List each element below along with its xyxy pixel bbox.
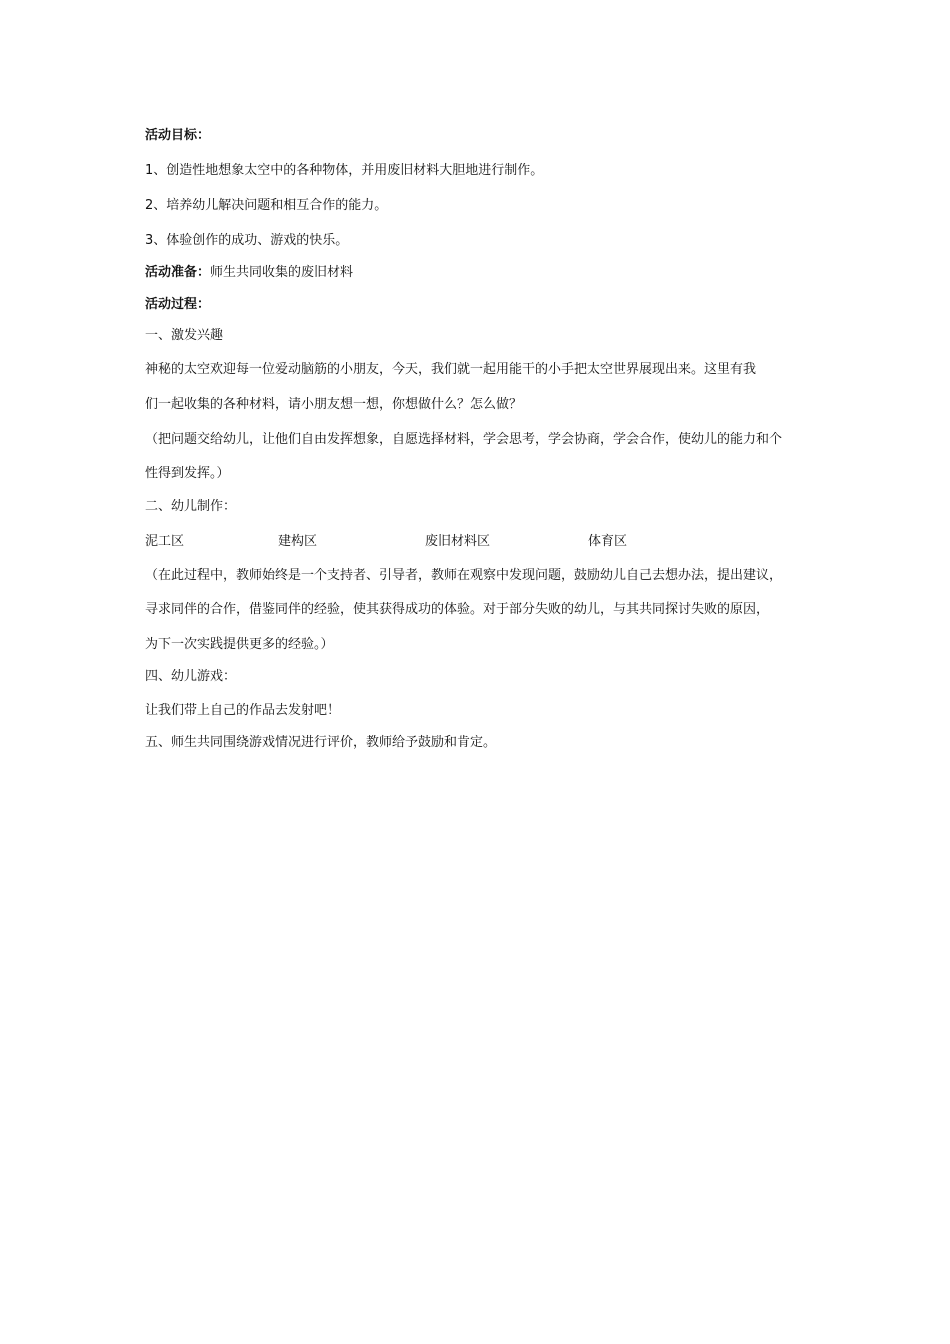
goal-item-1: 1、创造性地想象太空中的各种物体，并用废旧材料大胆地进行制作。 bbox=[145, 163, 544, 178]
step4-text: 让我们带上自己的作品去发射吧！ bbox=[145, 703, 341, 718]
step5-text: 五、师生共同围绕游戏情况进行评价，教师给予鼓励和肯定。 bbox=[145, 735, 497, 750]
step2-heading: 二、幼儿制作： bbox=[145, 499, 237, 514]
preparation-line bbox=[145, 264, 353, 282]
step1-note-line-1: （把问题交给幼儿，让他们自由发挥想象，自愿选择材料，学会思考，学会协商，学会合作，使幼儿的能力和个 bbox=[145, 432, 783, 447]
zone-sports: 体育区 bbox=[588, 534, 628, 549]
zone-clay: 泥工区 bbox=[145, 534, 185, 549]
step1-paragraph-line-1: 神秘的太空欢迎每一位爱动脑筋的小朋友，今天，我们就一起用能干的小手把太空世界展现出来。这里有我 bbox=[145, 362, 757, 377]
zone-construction: 建构区 bbox=[278, 534, 318, 549]
preparation-label: 活动准备： bbox=[145, 265, 211, 280]
step1-heading: 一、激发兴趣 bbox=[145, 328, 224, 343]
preparation-text: 师生共同收集的废旧材料 bbox=[210, 265, 354, 280]
step1-paragraph-line-2: 们一起收集的各种材料，请小朋友想一想，你想做什么？怎么做？ bbox=[145, 397, 523, 412]
zone-recycled-materials: 废旧材料区 bbox=[425, 534, 491, 549]
goal-heading: 活动目标： bbox=[145, 128, 211, 143]
step2-note-line-1: （在此过程中，教师始终是一个支持者、引导者，教师在观察中发现问题，鼓励幼儿自己去想办法，提出建议， bbox=[145, 568, 783, 583]
goal-item-2: 2、培养幼儿解决问题和相互合作的能力。 bbox=[145, 198, 388, 213]
process-heading: 活动过程： bbox=[145, 297, 211, 312]
step2-note-line-2: 寻求同伴的合作，借鉴同伴的经验，使其获得成功的体验。对于部分失败的幼儿，与其共同探讨失败的原因， bbox=[145, 602, 770, 617]
goal-item-3: 3、体验创作的成功、游戏的快乐。 bbox=[145, 233, 349, 248]
step4-heading: 四、幼儿游戏： bbox=[145, 669, 237, 684]
step1-note-line-2: 性得到发挥。） bbox=[145, 466, 230, 481]
zone-list bbox=[145, 533, 808, 551]
step2-note-line-3: 为下一次实践提供更多的经验。） bbox=[145, 637, 334, 652]
